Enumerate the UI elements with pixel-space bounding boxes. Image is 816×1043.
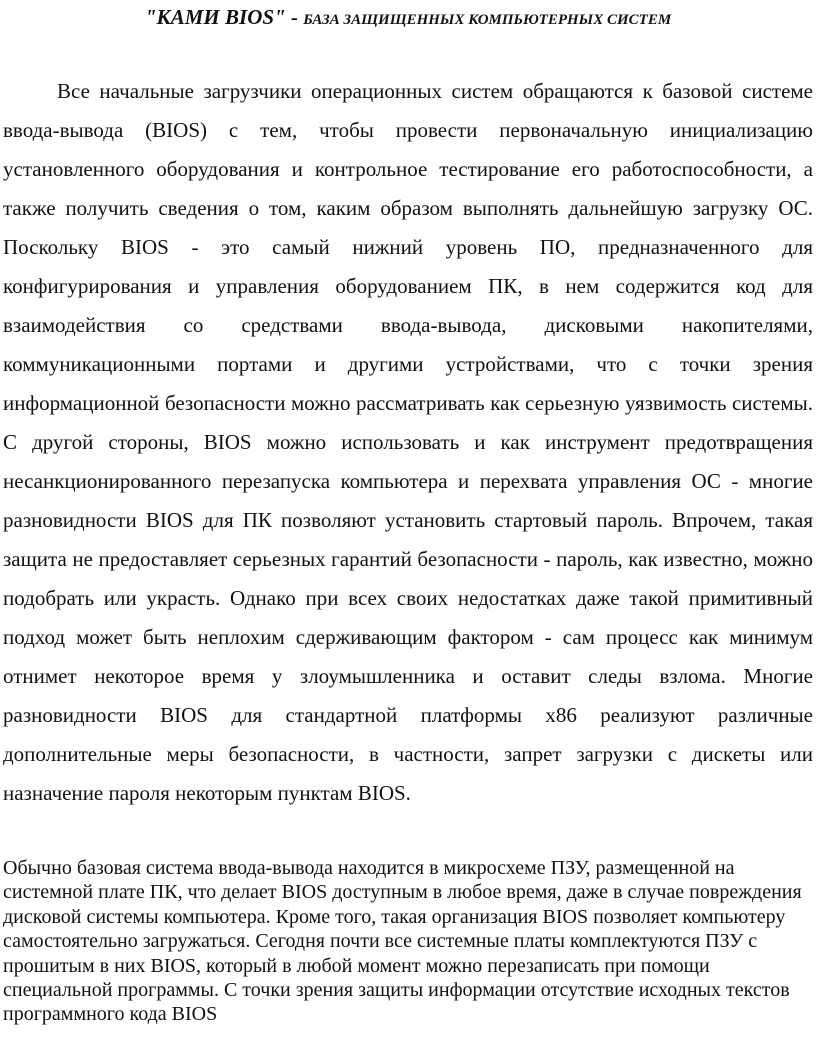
title-main: "КАМИ BIOS" - (144, 5, 304, 29)
paragraph-2: Обычно базовая система ввода-вывода находится в микросхеме ПЗУ, размещенной на системной плате ПК, что делает BIOS доступным в любое время, даже в случае повреждения дисковой системы компьютера. Кроме того, такая организация BIOS позволяет компьютеру самостоятельно загружаться. Сегодня почти все системные платы комплектуются ПЗУ с прошитым в них BIOS, который в любой момент можно перезаписать при помощи специальной программы. С точки зрения защиты информации отсутствие исходных текстов программного кода BIOS (3, 857, 802, 1026)
paragraph-1: Все начальные загрузчики операционных систем обращаются к базовой системе ввода-вывода (BIOS) с тем, чтобы провести первоначальную инициализацию установленного оборудования и контрольное тестирование его работоспособности, а также получить сведения о том, каким образом выполнять дальнейшую загрузку ОС. Поскольку BIOS - это самый нижний уровень ПО, предназначенного для конфигурирования и управления оборудованием ПК, в нем содержится код для взаимодействия со средствами ввода-вывода, дисковыми накопителями, коммуникационными портами и другими устройствами, что с точки зрения информационной безопасности можно рассматривать как серьезную уязвимость системы. С другой стороны, BIOS можно использовать и как инструмент предотвращения несанкционированного перезапуска компьютера и перехвата управления ОС - многие разновидности BIOS для ПК позволяют установить стартовый пароль. Впрочем, такая защита не предоставляет серьезных гарантий безопасности - пароль, как известно, можно подобрать или украсть. Однако при всех своих недостатках даже такой примитивный подход может быть неплохим сдерживающим фактором - сам процесс как минимум отнимет некоторое время у злоумышленника и оставит следы взлома. Многие разновидности BIOS для стандартной платформы x86 реализуют различные дополнительные меры безопасности, в частности, запрет загрузки с дискеты или назначение пароля некоторым пунктам BIOS. (3, 79, 813, 805)
document-title (0, 4, 816, 33)
title-subtitle: БАЗА ЗАЩИЩЕННЫХ КОМПЬЮТЕРНЫХ СИСТЕМ (303, 12, 672, 28)
